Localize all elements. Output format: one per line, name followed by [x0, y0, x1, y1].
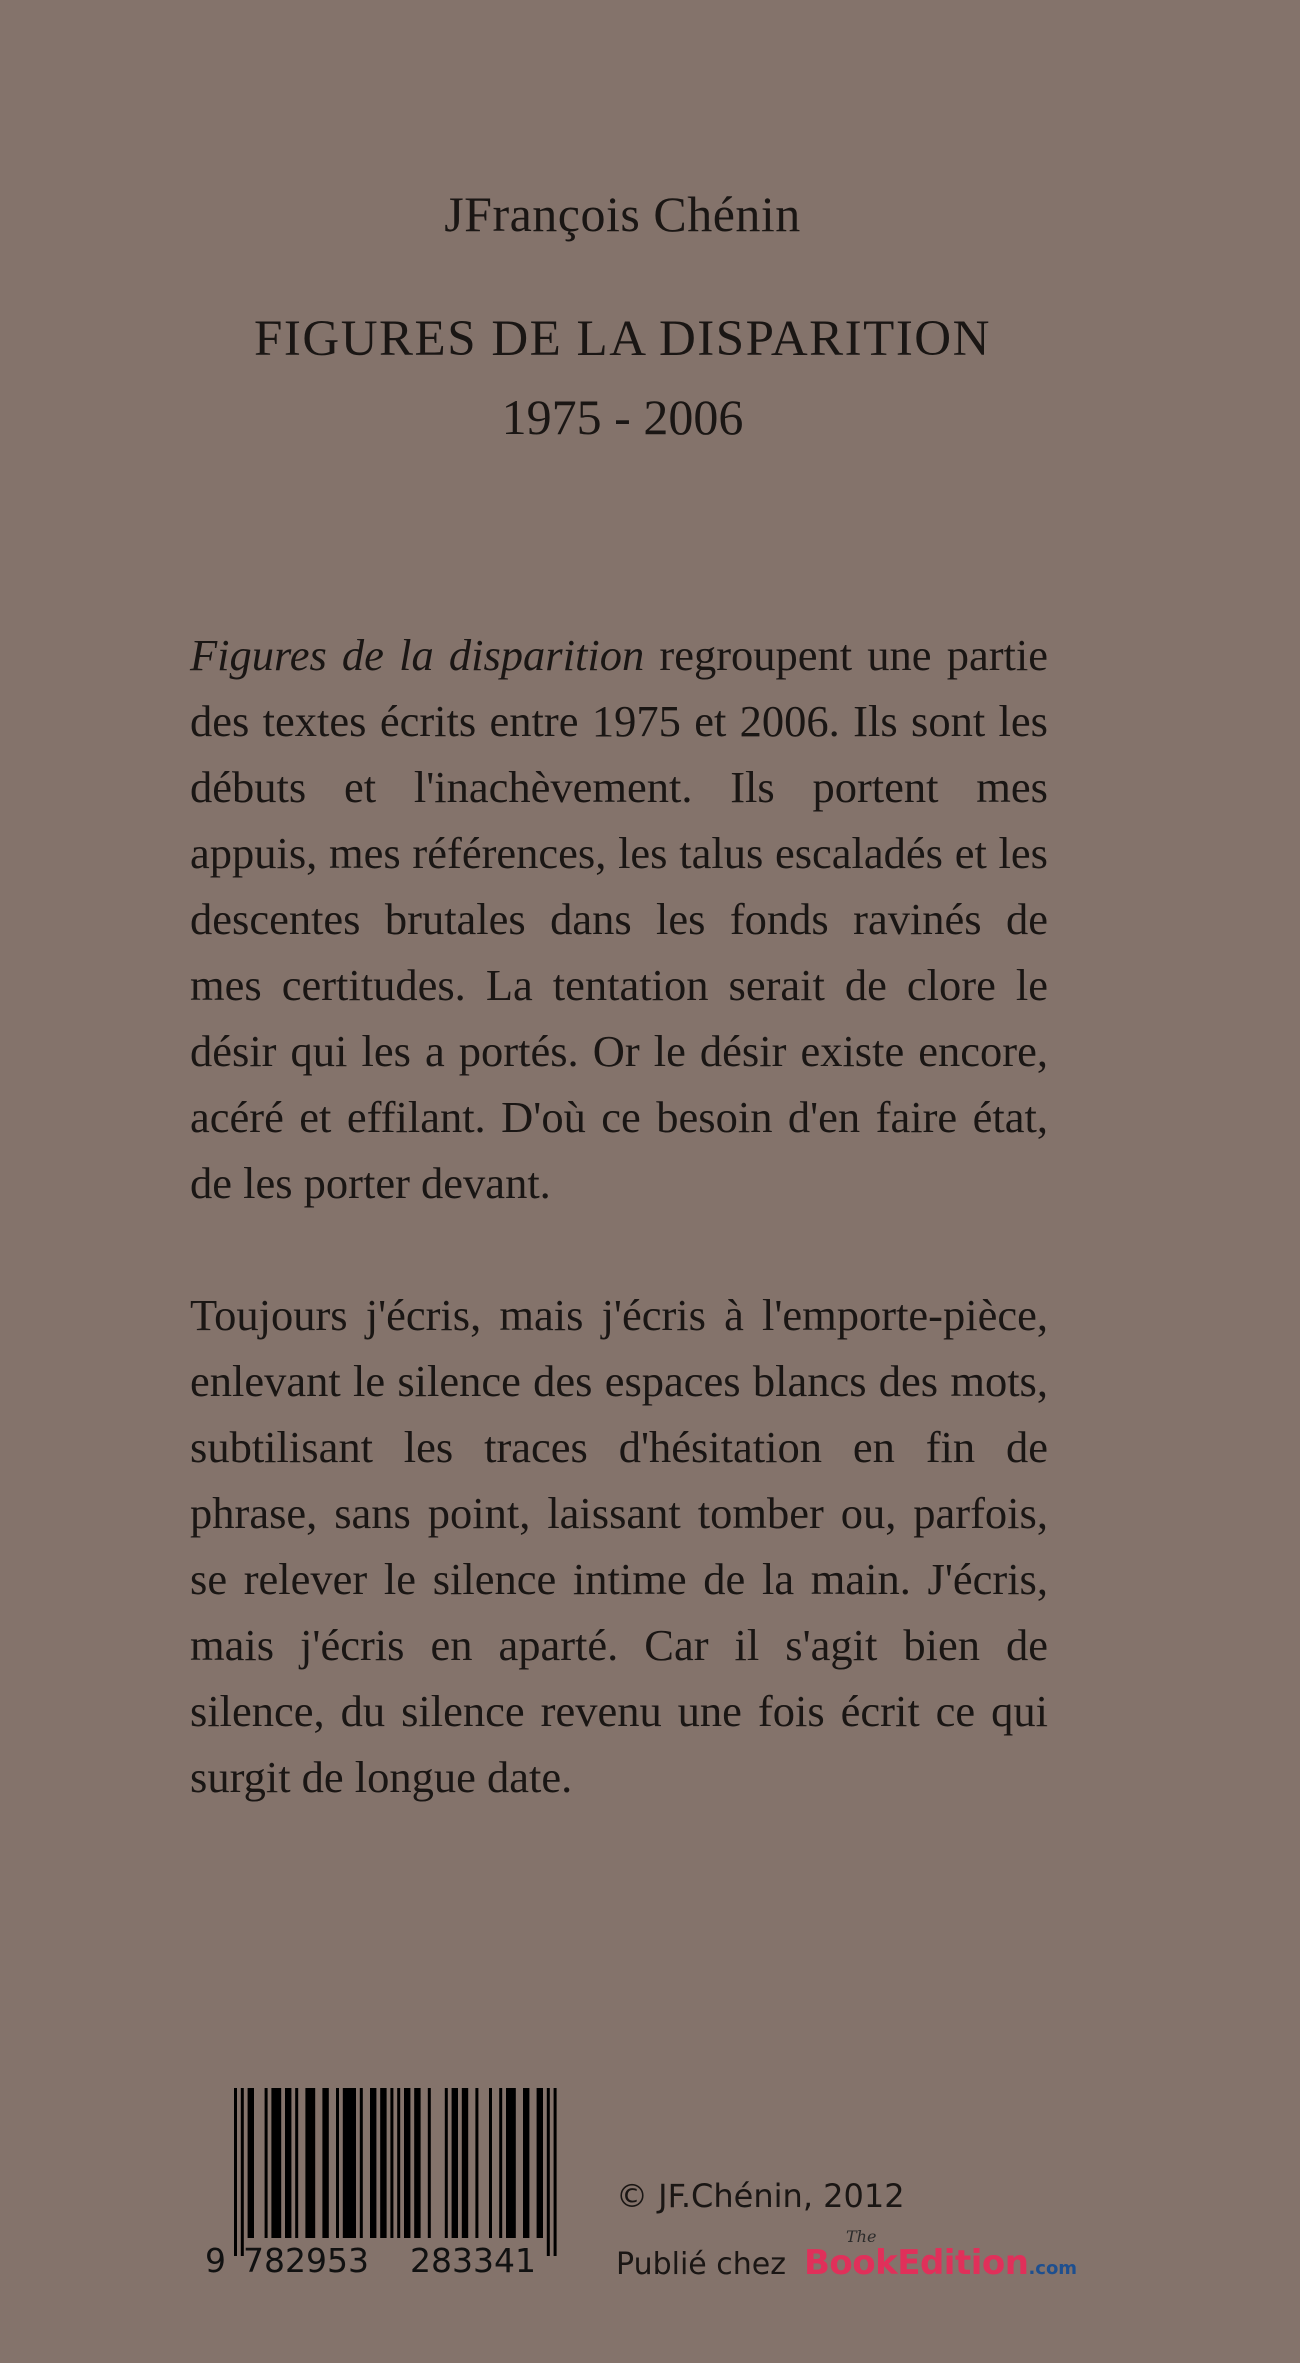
- bookedition-logo: [804, 2227, 1078, 2283]
- barcode-digit-lead: 9: [205, 2241, 226, 2278]
- barcode-bar: [452, 2088, 458, 2238]
- barcode-bar: [390, 2088, 393, 2238]
- barcode-bar: [343, 2088, 356, 2238]
- copyright-notice: © JF.Chénin, 2012: [616, 2177, 905, 2215]
- barcode-bar: [336, 2088, 339, 2238]
- logo-the: The: [846, 2227, 877, 2246]
- barcode-bar: [499, 2088, 502, 2238]
- barcode-bar: [462, 2088, 468, 2238]
- publisher-line: [616, 2227, 1078, 2283]
- barcode-bar: [241, 2088, 244, 2256]
- published-label: Publié chez: [616, 2247, 786, 2282]
- barcode-digits-left: 782953: [243, 2241, 369, 2278]
- barcode-bar: [537, 2088, 543, 2238]
- barcode-bar: [271, 2088, 281, 2238]
- barcode-bar: [506, 2088, 516, 2238]
- barcode-bar: [489, 2088, 492, 2238]
- barcode-bar: [295, 2088, 298, 2238]
- book-title: FIGURES DE LA DISPARITION: [254, 311, 991, 367]
- barcode-bar: [322, 2088, 328, 2238]
- blurb-title-italic: Figures de la disparition: [190, 630, 645, 680]
- barcode-bar: [445, 2088, 448, 2238]
- blurb-paragraph-1-text: regroupent une partie des textes écrits entre 1975 et 2006. Ils sont les débuts et l'inachèvement. Ils portent mes appuis, mes références, les talus escaladés et les descentes brutales dans les fonds ravinés de mes certitudes. La tentation serait de clore le désir qui les a portés. Or le désir existe encore, acéré et effilant. D'où ce besoin d'en faire état, de les porter devant.: [190, 630, 1048, 1208]
- blurb-paragraph-2: Toujours j'écris, mais j'écris à l'emporte-pièce, enlevant le silence des espaces blancs des mots, subtilisant les traces d'hésitation en fin de phrase, sans point, laissant tomber ou, parfois, se relever le silence intime de la main. J'écris, mais j'écris en aparté. Car il s'agit bien de silence, du silence revenu une fois écrit ce qui surgit de longue date.: [190, 1290, 1048, 1802]
- barcode-bar: [265, 2088, 268, 2238]
- book-years: 1975 - 2006: [501, 389, 744, 445]
- barcode-bar: [285, 2088, 291, 2238]
- barcode-bars: [234, 2088, 557, 2256]
- isbn-barcode: [196, 2088, 596, 2278]
- barcode-bar: [380, 2088, 386, 2238]
- barcode-bar: [547, 2088, 550, 2256]
- barcode-bar: [360, 2088, 363, 2238]
- barcode-bar: [248, 2088, 254, 2238]
- author-name: JFrançois Chénin: [444, 186, 801, 242]
- barcode-bar: [414, 2088, 420, 2238]
- barcode-digits-right: 283341: [410, 2241, 536, 2278]
- barcode-bar: [554, 2088, 557, 2256]
- blurb-paragraph-1: [190, 622, 1048, 1216]
- barcode-bar: [305, 2088, 315, 2238]
- logo-main: BookEdition: [804, 2243, 1029, 2283]
- barcode-bar: [397, 2088, 400, 2238]
- barcode-bar: [475, 2088, 478, 2238]
- barcode-bar: [523, 2088, 529, 2238]
- barcode-bar: [404, 2088, 410, 2238]
- barcode-bar: [370, 2088, 376, 2238]
- logo-com: .com: [1028, 2258, 1078, 2279]
- barcode-bar: [234, 2088, 237, 2256]
- barcode-bar: [428, 2088, 431, 2238]
